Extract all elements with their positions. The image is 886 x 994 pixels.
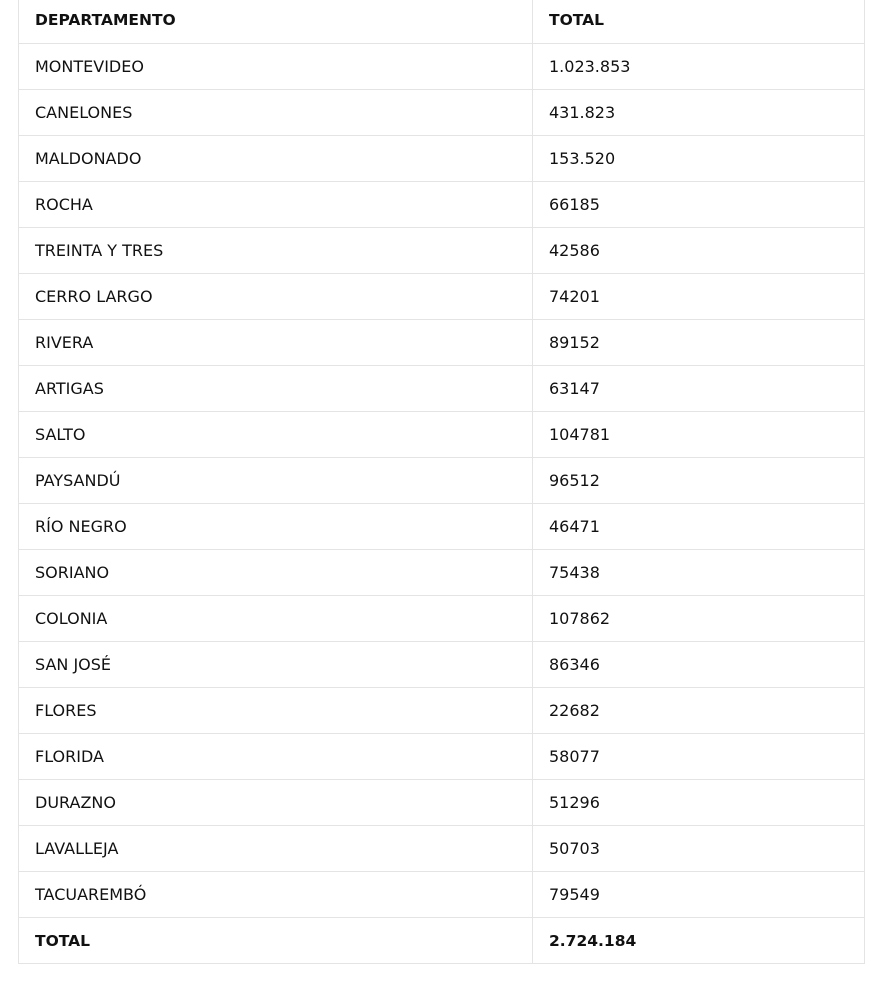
- table-row: [19, 504, 865, 550]
- department-cell: ARTIGAS: [19, 366, 533, 412]
- department-cell: TREINTA Y TRES: [19, 228, 533, 274]
- total-cell: 51296: [533, 780, 865, 826]
- total-cell: 104781: [533, 412, 865, 458]
- total-cell: 153.520: [533, 136, 865, 182]
- department-cell: FLORES: [19, 688, 533, 734]
- table-row: [19, 596, 865, 642]
- table-row: [19, 688, 865, 734]
- total-cell: 46471: [533, 504, 865, 550]
- total-cell: 86346: [533, 642, 865, 688]
- table-total-row: [19, 918, 865, 964]
- table-row: [19, 274, 865, 320]
- table-header-row: [19, 0, 865, 44]
- total-cell: 1.023.853: [533, 44, 865, 90]
- department-cell: FLORIDA: [19, 734, 533, 780]
- table-row: [19, 44, 865, 90]
- departments-table-container: [18, 0, 864, 964]
- department-cell: SALTO: [19, 412, 533, 458]
- department-cell: ROCHA: [19, 182, 533, 228]
- department-cell: SORIANO: [19, 550, 533, 596]
- header-total: TOTAL: [533, 0, 865, 44]
- table-row: [19, 412, 865, 458]
- total-cell: 74201: [533, 274, 865, 320]
- total-cell: 431.823: [533, 90, 865, 136]
- table-row: [19, 734, 865, 780]
- table-row: [19, 366, 865, 412]
- department-cell: MALDONADO: [19, 136, 533, 182]
- department-cell: CERRO LARGO: [19, 274, 533, 320]
- table-row: [19, 872, 865, 918]
- department-cell: RÍO NEGRO: [19, 504, 533, 550]
- table-body: [19, 44, 865, 964]
- total-cell: 42586: [533, 228, 865, 274]
- total-cell: 107862: [533, 596, 865, 642]
- total-cell: 58077: [533, 734, 865, 780]
- table-row: [19, 826, 865, 872]
- departments-table: [18, 0, 865, 964]
- table-row: [19, 780, 865, 826]
- department-cell: CANELONES: [19, 90, 533, 136]
- department-cell: SAN JOSÉ: [19, 642, 533, 688]
- grand-total-cell: 2.724.184: [533, 918, 865, 964]
- table-row: [19, 642, 865, 688]
- table-row: [19, 228, 865, 274]
- total-cell: 22682: [533, 688, 865, 734]
- total-cell: 89152: [533, 320, 865, 366]
- department-cell: TACUAREMBÓ: [19, 872, 533, 918]
- department-cell: LAVALLEJA: [19, 826, 533, 872]
- total-cell: 75438: [533, 550, 865, 596]
- table-row: [19, 90, 865, 136]
- department-cell: DURAZNO: [19, 780, 533, 826]
- total-label-cell: TOTAL: [19, 918, 533, 964]
- department-cell: MONTEVIDEO: [19, 44, 533, 90]
- table-row: [19, 550, 865, 596]
- table-row: [19, 136, 865, 182]
- table-row: [19, 320, 865, 366]
- total-cell: 79549: [533, 872, 865, 918]
- total-cell: 63147: [533, 366, 865, 412]
- total-cell: 96512: [533, 458, 865, 504]
- department-cell: COLONIA: [19, 596, 533, 642]
- department-cell: PAYSANDÚ: [19, 458, 533, 504]
- table-row: [19, 182, 865, 228]
- department-cell: RIVERA: [19, 320, 533, 366]
- total-cell: 50703: [533, 826, 865, 872]
- table-row: [19, 458, 865, 504]
- header-department: DEPARTAMENTO: [19, 0, 533, 44]
- total-cell: 66185: [533, 182, 865, 228]
